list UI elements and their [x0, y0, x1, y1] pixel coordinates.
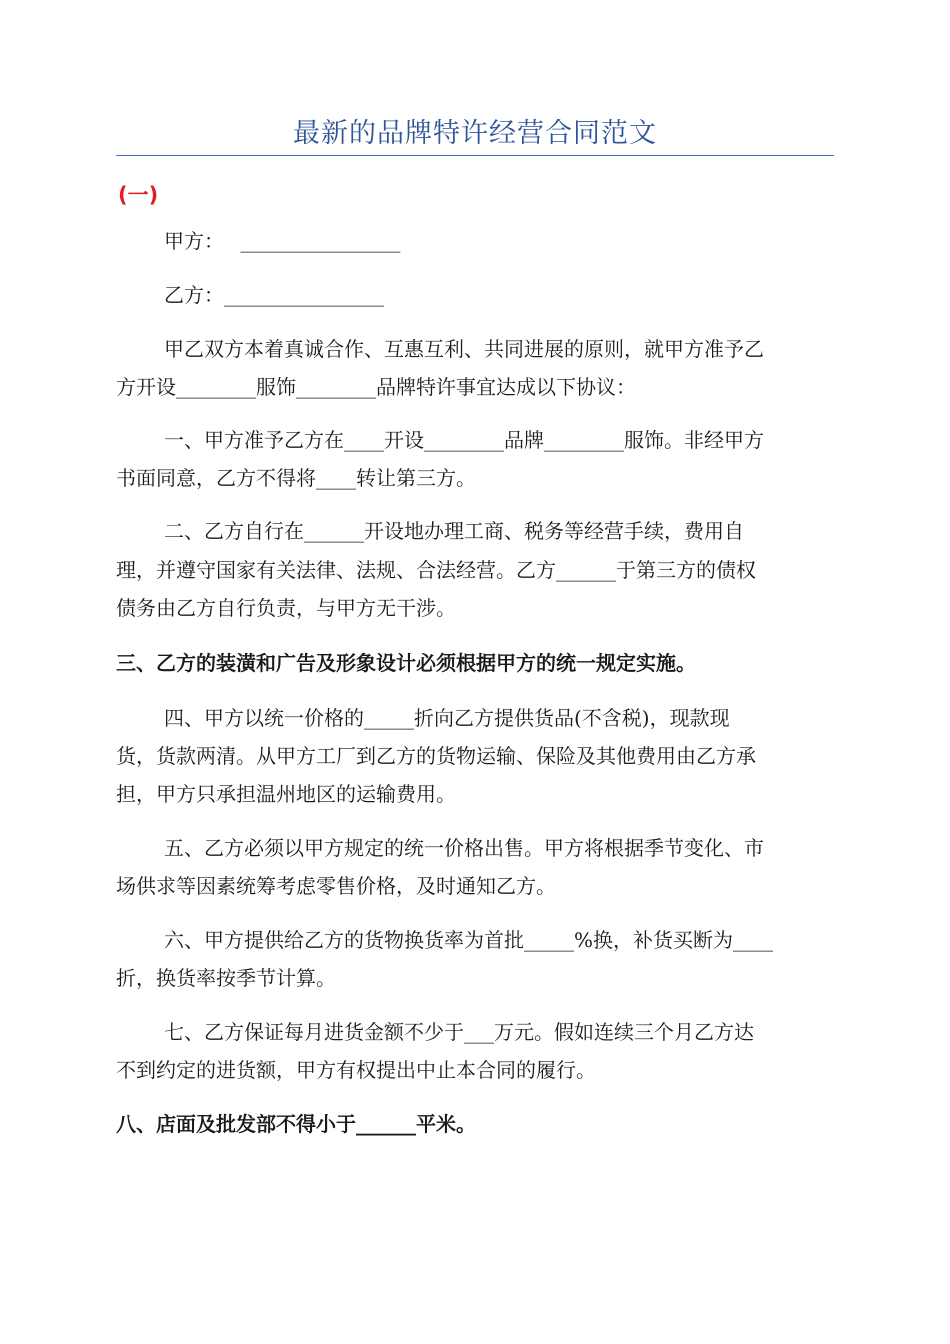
clause-5-line-2: 场供求等因素统筹考虑零售价格，及时通知乙方。: [116, 874, 556, 898]
party-b-line: 乙方：________________: [164, 283, 384, 307]
preamble-line-2: 方开设________服饰________品牌特许事宜达成以下协议：: [116, 375, 636, 399]
title-underline: [116, 155, 834, 156]
clause-1-line-2: 书面同意，乙方不得将____转让第三方。: [116, 466, 476, 490]
clause-4-line-3: 担，甲方只承担温州地区的运输费用。: [116, 782, 456, 806]
clause-7-line-1: 七、乙方保证每月进货金额不少于___万元。假如连续三个月乙方达: [164, 1020, 754, 1044]
clause-4-line-2: 货，货款两清。从甲方工厂到乙方的货物运输、保险及其他费用由乙方承: [116, 744, 756, 768]
clause-8-line-1: 八、店面及批发部不得小于______平米。: [116, 1112, 476, 1136]
preamble-line-1: 甲乙双方本着真诚合作、互惠互利、共同进展的原则，就甲方准予乙: [164, 337, 764, 361]
clause-3-line-1: 三、乙方的装潢和广告及形象设计必须根据甲方的统一规定实施。: [116, 651, 696, 675]
clause-6-line-1: 六、甲方提供给乙方的货物换货率为首批_____%换，补货买断为____: [164, 928, 774, 952]
clause-2-line-1: 二、乙方自行在______开设地办理工商、税务等经营手续，费用自: [164, 519, 744, 543]
party-a-line: 甲方： ________________: [164, 229, 401, 253]
clause-4-line-1: 四、甲方以统一价格的_____折向乙方提供货品(不含税)，现款现: [164, 706, 730, 730]
clause-2-line-2: 理，并遵守国家有关法律、法规、合法经营。乙方______于第三方的债权: [116, 558, 756, 582]
section-label: (一): [118, 183, 159, 207]
clause-7-line-2: 不到约定的进货额，甲方有权提出中止本合同的履行。: [116, 1058, 596, 1082]
clause-2-line-3: 债务由乙方自行负责，与甲方无干涉。: [116, 596, 456, 620]
clause-5-line-1: 五、乙方必须以甲方规定的统一价格出售。甲方将根据季节变化、市: [164, 836, 764, 860]
clause-1-line-1: 一、甲方准予乙方在____开设________品牌________服饰。非经甲方: [164, 428, 764, 452]
document-title: 最新的品牌特许经营合同范文: [293, 118, 657, 149]
clause-6-line-2: 折，换货率按季节计算。: [116, 966, 336, 990]
